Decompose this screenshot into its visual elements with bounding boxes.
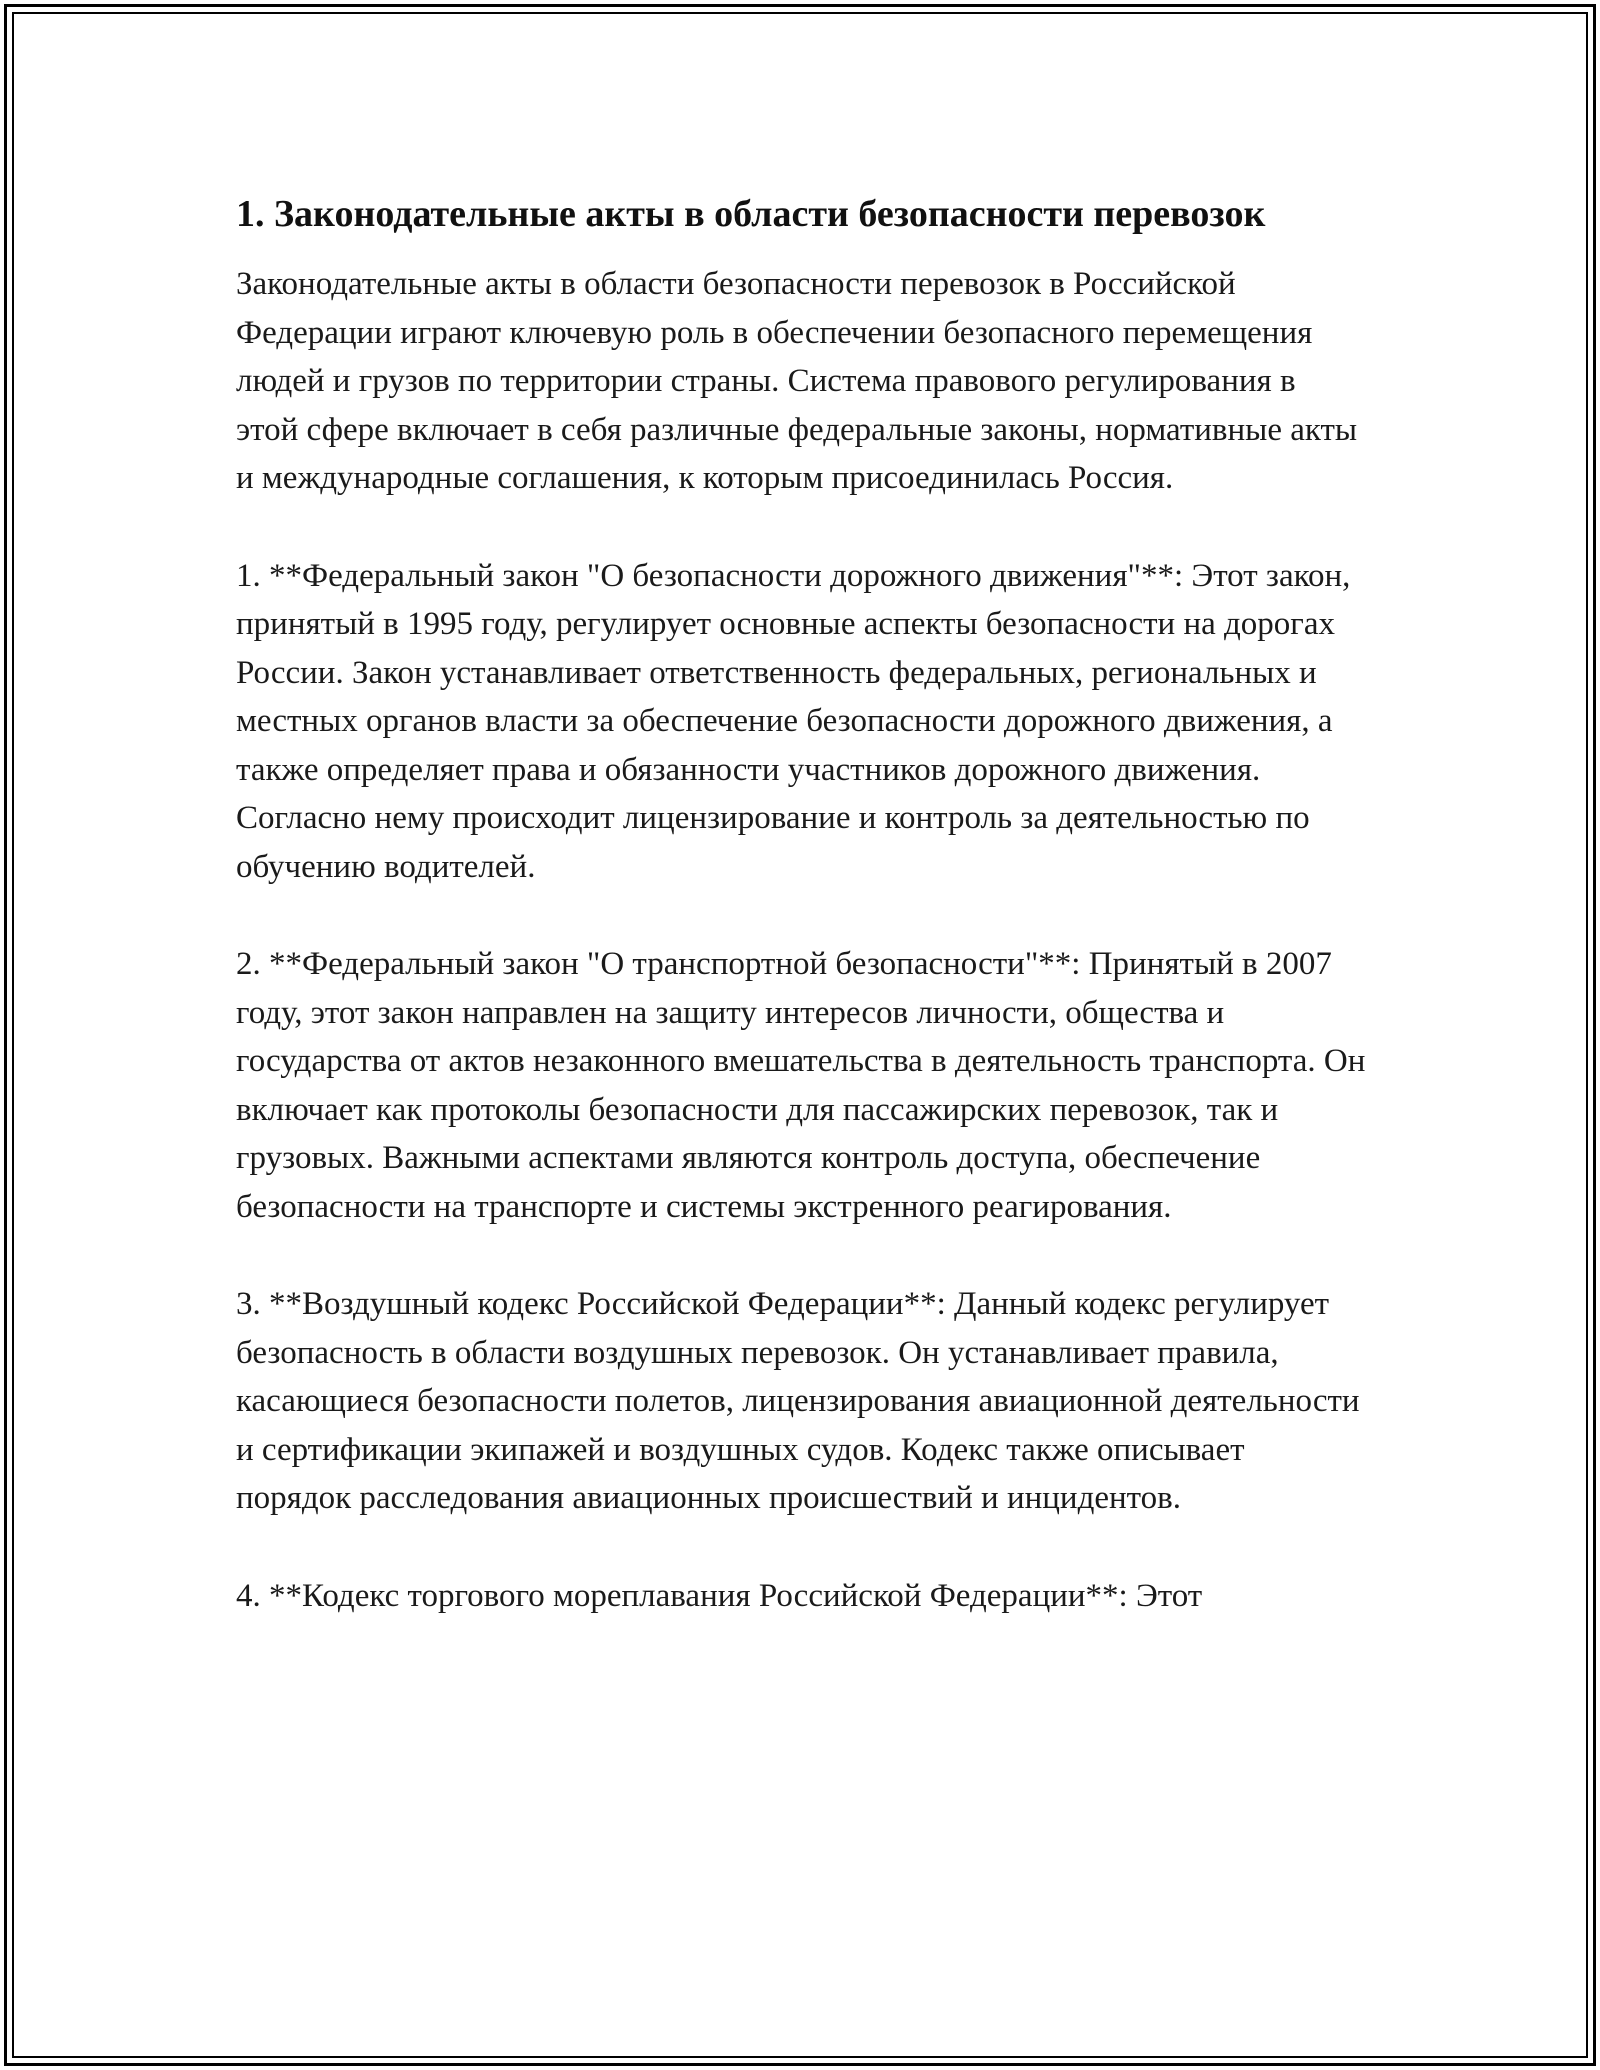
paragraph-transport-security-law: 2. **Федеральный закон "О транспортной безопасности"**: Принятый в 2007 году, этот закон направлен на защиту интересов личности, общества и государства от актов незаконного вмешательства в деятельность транспорта. Он включает как протоколы безопасности для пассажирских перевозок, так и грузовых. Важными аспектами являются контроль доступа, обеспечение безопасности на транспорте и системы экстренного реагирования.	[236, 946, 1366, 1225]
paragraph-maritime-code: 4. **Кодекс торгового мореплавания Российской Федерации**: Этот	[236, 1577, 1203, 1614]
paragraph-air-code: 3. **Воздушный кодекс Российской Федерации**: Данный кодекс регулирует безопасность в области воздушных перевозок. Он устанавливает правила, касающиеся безопасности полетов, лицензирования авиационной деятельности и сертификации экипажей и воздушных судов. Кодекс также описывает порядок расследования авиационных происшествий и инцидентов.	[236, 1286, 1360, 1516]
intro-paragraph: Законодательные акты в области безопасности перевозок в Российской Федерации играют ключевую роль в обеспечении безопасного перемещения людей и грузов по территории страны. Система правового регулирования в этой сфере включает в себя различные федеральные законы, нормативные акты и международные соглашения, к которым присоединилась Россия.	[236, 266, 1358, 496]
section-heading: 1. Законодательные акты в области безопасности перевозок	[236, 193, 1266, 235]
paragraph-road-safety-law: 1. **Федеральный закон "О безопасности дорожного движения"**: Этот закон, принятый в 1995 году, регулирует основные аспекты безопасности на дорогах России. Закон устанавливает ответственность федеральных, региональных и местных органов власти за обеспечение безопасности дорожного движения, а также определяет права и обязанности участников дорожного движения. Согласно нему происходит лицензирование и контроль за деятельностью по обучению водителей.	[236, 557, 1351, 885]
document-body	[236, 186, 1366, 1669]
